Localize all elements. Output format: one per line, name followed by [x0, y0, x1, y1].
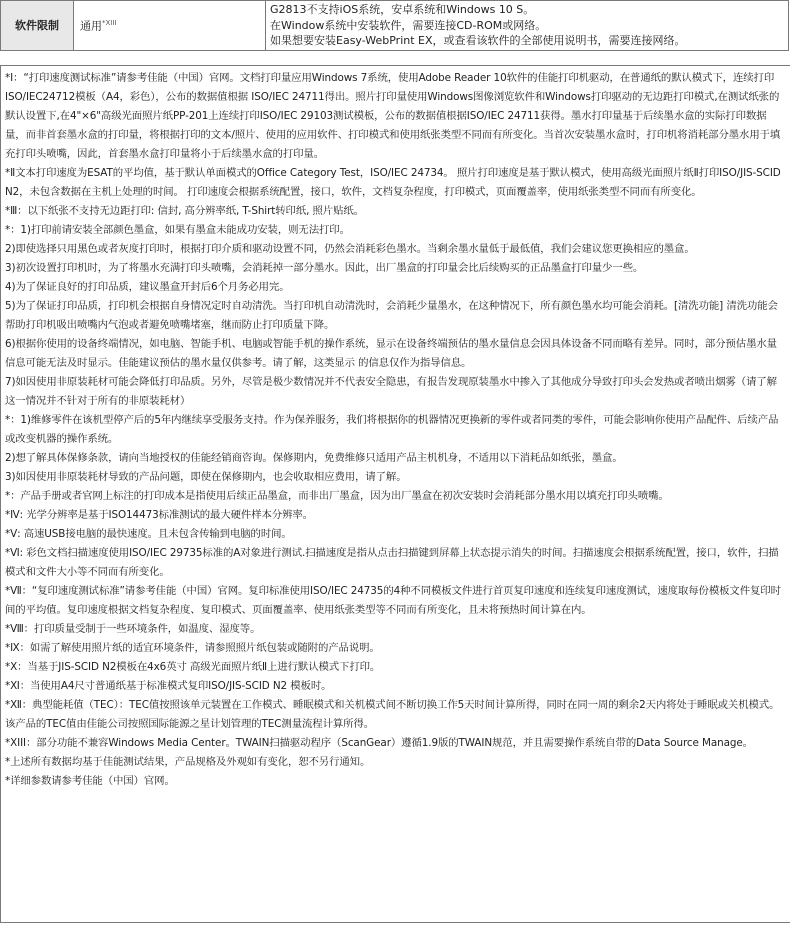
footnote: *Ⅶ：“复印速度测试标准”请参考佳能（中国）官网。复印标准使用ISO/IEC 24735的4种不同模板文件进行首页复印速度和连续复印速度测试，速度取每份模板文件复印时间的平均值。复印速度根据文档复杂程度、复印模式、页面覆盖率、使用纸张类型等不同而有所变化，且未将预热时间计算在内。: [5, 585, 781, 616]
footnote: *上述所有数据均基于佳能测试结果，产品规格及外观如有变化，恕不另行通知。: [5, 756, 371, 768]
footnote: *：1)打印前请安装全部颜色墨盒，如果有墨盒未能成功安装，则无法打印。: [5, 224, 350, 236]
footnote: 4)为了保证良好的打印品质，建议墨盒开封后6个月务必用完。: [5, 281, 290, 293]
footnote: 3)如因使用非原装耗材导致的产品问题，即使在保修期内，也会收取相应费用，请了解。: [5, 471, 407, 483]
spec-table: [0, 0, 789, 51]
footnotes-box: [0, 65, 790, 923]
footnote: *Ⅴ: 高速USB接电脑的最快速度。且未包含传输到电脑的时间。: [5, 528, 292, 540]
footnote: *详细参数请参考佳能（中国）官网。: [5, 775, 175, 787]
subcategory-cell: [74, 1, 266, 51]
footnote: *Ⅹ：当基于JIS-SCID N2模板在4x6英寸 高级光面照片纸Ⅱ上进行默认模式下打印。: [5, 661, 381, 673]
footnote: 6)根据你使用的设备终端情况，如电脑、智能手机、电脑或智能手机的操作系统，显示在设备终端预估的墨水量信息会因具体设备不同而略有差异。同时，部分预估墨水量信息可能无法及时显示。佳能建议预估的墨水量仅供参考。请了解，这类显示 的信息仅作为指导信息。: [5, 338, 777, 369]
footnote: *Ⅰ：“打印速度测试标准”请参考佳能（中国）官网。文档打印量应用Windows 7系统，使用Adobe Reader 10软件的佳能打印机驱动，在普通纸的默认模式下，连续打印ISO/IEC24712模板（A4，彩色），公布的数据值根据 ISO/IEC 24711得出。照片打印量使用Windows图像浏览软件和Windows打印驱动的无边距打印模式,在测试纸张的默认设置下,在4"×6"高级光面照片纸PP-201上连续打印ISO/IEC 29103测试模板，公布的数据值根据ISO/IEC 24711获得。墨水打印量基于后续墨水盒的实际打印数据量，而非首套墨水盒的打印量，将根据打印的文本/照片、使用的应用软件、打印模式和使用纸张类型不同而有所变化。当首次安装墨水盒时，打印机将消耗部分墨水用于填充打印头喷嘴，因此，首套墨水盒打印量将小于后续墨水盒的打印量。: [5, 72, 781, 160]
footnote: *Ⅲ：以下纸张不支持无边距打印: 信封, 高分辨率纸, T-Shirt转印纸, 照片贴纸。: [5, 205, 364, 217]
footnote: *Ⅺ：当使用A4尺寸普通纸基于标准模式复印ISO/JIS-SCID N2 模板时。: [5, 680, 332, 692]
footnote: *Ⅵ: 彩色文档扫描速度使用ISO/IEC 29735标准的A对象进行测试.扫描速度是指从点击扫描键到屏幕上状态提示消失的时间。扫描速度会根据系统配置，接口，软件，扫描模式和文件大小等不同而有所变化。: [5, 547, 779, 578]
footnote: *Ⅸ：如需了解使用照片纸的适宜环境条件，请参照照片纸包装或随附的产品说明。: [5, 642, 380, 654]
value-line: G2813不支持iOS系统，安卓系统和Windows 10 S。: [270, 3, 535, 16]
footnote: 5)为了保证打印品质，打印机会根据自身情况定时自动清洗。当打印机自动清洗时，会消耗少量墨水，在这种情况下，所有颜色墨水均可能会消耗。[清洗功能] 清洗功能会帮助打印机吸出喷嘴内气泡或者避免喷嘴堵塞，继而防止打印质量下降。: [5, 300, 778, 331]
subcategory-footnote-mark: *XIII: [102, 19, 117, 28]
footnote: *：产品手册或者官网上标注的打印成本是指使用后续正品墨盒，而非出厂墨盒，因为出厂墨盒在初次安装时会消耗部分墨水用以填充打印头喷嘴。: [5, 490, 669, 502]
category-cell: 软件限制: [1, 1, 74, 51]
footnote: *Ⅱ文本打印速度为ESAT的平均值，基于默认单面模式的Office Category Test，ISO/IEC 24734。 照片打印速度是基于默认模式，使用高级光面照片纸Ⅱ打印ISO/JIS-SCID N2，未包含数据在主机上处理的时间。 打印速度会根据系统配置，接口，软件，文档复杂程度，打印模式，页面覆盖率，使用纸张类型不同而有所变化。: [5, 167, 781, 198]
footnote: *Ⅷ：打印质量受制于一些环境条件，如温度、湿度等。: [5, 623, 261, 635]
software-limit-row: [1, 1, 789, 51]
footnote: *：1)维修零件在该机型停产后的5年内继续享受服务支持。作为保养服务，我们将根据你的机器情况更换新的零件或者同类的零件，可能会影响你使用产品配件、后续产品或改变机器的操作系统。: [5, 414, 779, 445]
value-line: 如果想要安装Easy-WebPrint EX，或查看该软件的全部使用说明书，需要连接网络。: [270, 34, 686, 47]
footnote: 2)即使选择只用黑色或者灰度打印时，根据打印介质和驱动设置不同，仍然会消耗彩色墨水。当剩余墨水量低于最低值，我们会建议您更换相应的墨盒。: [5, 243, 695, 255]
footnote: *Ⅻ：典型能耗值（TEC）：TEC值按照该单元装置在工作模式、睡眠模式和关机模式间不断切换工作5天时间计算所得，同时在同一周的剩余2天内将处于睡眠或关机模式。该产品的TEC值由佳能公司按照国际能源之星计划管理的TEC测量流程计算所得。: [5, 699, 780, 730]
subcategory-label: 通用: [80, 19, 102, 33]
footnote: 7)如因使用非原装耗材可能会降低打印品质。另外，尽管是极少数情况并不代表安全隐患，有报告发现原装墨水中掺入了其他成分导致打印头会发热或者喷出烟雾（请了解这一情况并不针对于所有的非原装耗材）: [5, 376, 777, 407]
footnote: *Ⅳ: 光学分辨率是基于ISO14473标准测试的最大硬件样本分辨率。: [5, 509, 313, 521]
value-line: 在Window系统中安装软件，需要连接CD-ROM或网络。: [270, 18, 547, 32]
footnote: 2)想了解具体保修条款，请向当地授权的佳能经销商咨询。保修期内，免费维修只适用产品主机机身，不适用以下消耗品如纸张，墨盒。: [5, 452, 623, 464]
value-cell: [266, 1, 789, 51]
footnote: *XIII：部分功能不兼容Windows Media Center。TWAIN扫描驱动程序（ScanGear）遵循1.9版的TWAIN规范，并且需要操作系统自带的Data Source Manage。: [5, 737, 753, 749]
footnote: 3)初次设置打印机时，为了将墨水充满打印头喷嘴，会消耗掉一部分墨水。因此，出厂墨盒的打印量会比后续购买的正品墨盒打印量少一些。: [5, 262, 644, 274]
